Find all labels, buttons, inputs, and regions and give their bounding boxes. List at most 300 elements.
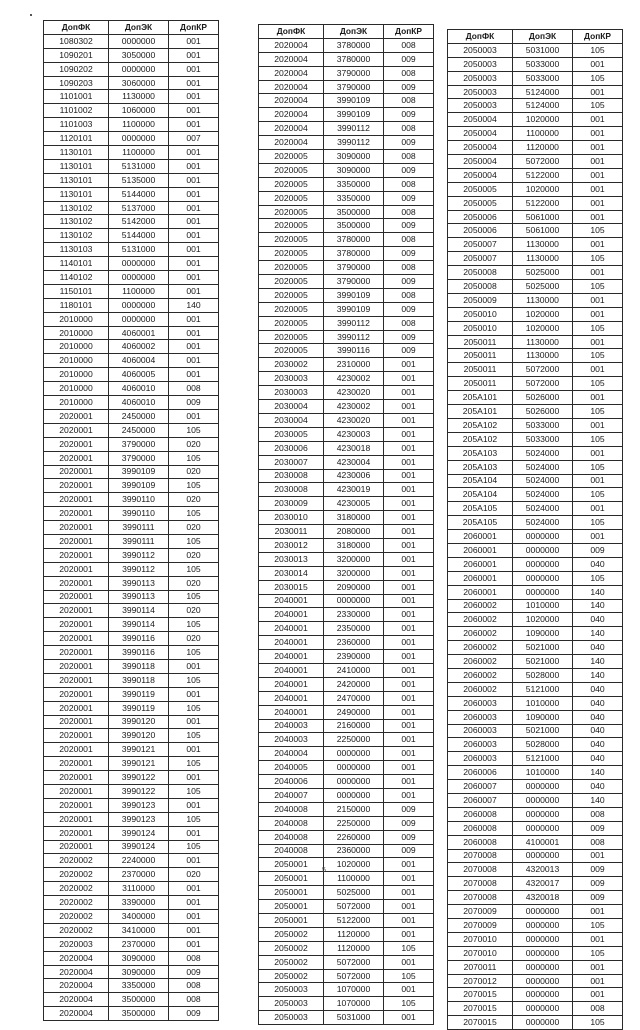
table-row [44, 521, 219, 535]
cell-dopfk: 2050001 [259, 858, 324, 872]
cell-dopek: 3050000 [109, 48, 169, 62]
cell-dopek: 4230019 [324, 483, 384, 497]
cell-dopek: 3990119 [109, 687, 169, 701]
cell-dopkr: 008 [169, 979, 219, 993]
cell-dopek: 5061000 [513, 210, 573, 224]
table-row [259, 636, 434, 650]
cell-dopek: 0000000 [109, 34, 169, 48]
cell-dopek: 5061000 [513, 224, 573, 238]
table-row [259, 511, 434, 525]
table-row [448, 516, 623, 530]
table-row [44, 104, 219, 118]
cell-dopfk: 2050004 [448, 127, 513, 141]
cell-dopkr: 009 [384, 219, 434, 233]
cell-dopfk: 1120101 [44, 132, 109, 146]
cell-dopfk: 2050011 [448, 377, 513, 391]
table-row [259, 163, 434, 177]
cell-dopfk: 2050006 [448, 210, 513, 224]
table-row [259, 316, 434, 330]
cell-dopkr: 020 [169, 548, 219, 562]
cell-dopkr: 001 [384, 525, 434, 539]
cell-dopek: 1120000 [324, 941, 384, 955]
table-row [259, 788, 434, 802]
table-row [448, 793, 623, 807]
cell-dopek: 3990120 [109, 729, 169, 743]
table-row [448, 196, 623, 210]
table-row [448, 210, 623, 224]
cell-dopek: 5031000 [513, 43, 573, 57]
cell-dopfk: 2050003 [448, 43, 513, 57]
table-row [259, 52, 434, 66]
cell-dopek: 2160000 [324, 719, 384, 733]
cell-dopfk: 2020005 [259, 330, 324, 344]
cell-dopkr: 001 [573, 196, 623, 210]
cell-dopek: 1130000 [513, 238, 573, 252]
cell-dopkr: 008 [384, 38, 434, 52]
cell-dopfk: 2020001 [44, 576, 109, 590]
cell-dopkr: 001 [384, 358, 434, 372]
table-row [448, 266, 623, 280]
cell-dopek: 3990118 [109, 659, 169, 673]
cell-dopek: 2150000 [324, 802, 384, 816]
cell-dopfk: 205A101 [448, 405, 513, 419]
table-row [448, 85, 623, 99]
cell-dopfk: 2020002 [44, 923, 109, 937]
cell-dopek: 3990112 [324, 122, 384, 136]
cell-dopkr: 008 [169, 993, 219, 1007]
table-row [44, 965, 219, 979]
table-row [259, 872, 434, 886]
table-row [259, 955, 434, 969]
table-row [44, 507, 219, 521]
table-row [259, 344, 434, 358]
table-row [259, 802, 434, 816]
cell-dopkr: 105 [573, 516, 623, 530]
cell-dopfk: 2020001 [44, 673, 109, 687]
cell-dopfk: 2050010 [448, 307, 513, 321]
cell-dopfk: 2030014 [259, 566, 324, 580]
table-row [448, 724, 623, 738]
cell-dopfk: 2020002 [44, 910, 109, 924]
cell-dopfk: 2070008 [448, 863, 513, 877]
cell-dopek: 3990111 [109, 521, 169, 535]
cell-dopek: 5025000 [324, 886, 384, 900]
cell-dopek: 0000000 [513, 807, 573, 821]
cell-dopfk: 1180101 [44, 298, 109, 312]
cell-dopek: 3350000 [109, 979, 169, 993]
cell-dopek: 0000000 [109, 62, 169, 76]
cell-dopfk: 2040006 [259, 775, 324, 789]
cell-dopek: 3990109 [109, 479, 169, 493]
cell-dopkr: 001 [384, 983, 434, 997]
cell-dopek: 2410000 [324, 663, 384, 677]
cell-dopek: 0000000 [513, 849, 573, 863]
cell-dopkr: 009 [573, 877, 623, 891]
cell-dopkr: 001 [169, 687, 219, 701]
table-row [44, 993, 219, 1007]
cell-dopek: 4230004 [324, 455, 384, 469]
cell-dopek: 5142000 [109, 215, 169, 229]
table-row [259, 997, 434, 1011]
cell-dopfk: 2060002 [448, 627, 513, 641]
table-row [448, 641, 623, 655]
cell-dopkr: 008 [384, 288, 434, 302]
cell-dopfk: 2060008 [448, 821, 513, 835]
table-row [44, 326, 219, 340]
table-row [448, 849, 623, 863]
cell-dopkr: 020 [169, 493, 219, 507]
cell-dopek: 3790000 [109, 451, 169, 465]
cell-dopkr: 001 [384, 566, 434, 580]
cell-dopek: 4100001 [513, 835, 573, 849]
cell-dopkr: 105 [573, 252, 623, 266]
table-row [448, 988, 623, 1002]
cell-dopkr: 009 [384, 136, 434, 150]
cell-dopfk: 2020005 [259, 233, 324, 247]
table-row [44, 62, 219, 76]
table-row [448, 571, 623, 585]
table-row [448, 905, 623, 919]
table-row [448, 599, 623, 613]
cell-dopkr: 140 [169, 298, 219, 312]
cell-dopkr: 009 [384, 108, 434, 122]
cell-dopek: 3790000 [324, 275, 384, 289]
cell-dopfk: 2040008 [259, 844, 324, 858]
header-dopek: ДопЭК [324, 25, 384, 39]
table-row [44, 896, 219, 910]
cell-dopkr: 001 [169, 243, 219, 257]
table-row [44, 368, 219, 382]
cell-dopek: 3990110 [109, 493, 169, 507]
table-row [448, 293, 623, 307]
cell-dopek: 3990123 [109, 812, 169, 826]
table-row [448, 613, 623, 627]
cell-dopek: 1130000 [513, 293, 573, 307]
cell-dopfk: 2050004 [448, 141, 513, 155]
cell-dopkr: 001 [384, 705, 434, 719]
cell-dopek: 0000000 [513, 543, 573, 557]
cell-dopkr: 001 [384, 872, 434, 886]
cell-dopfk: 2020001 [44, 687, 109, 701]
cell-dopkr: 001 [169, 910, 219, 924]
cell-dopkr: 001 [169, 271, 219, 285]
table-row [259, 455, 434, 469]
cell-dopkr: 040 [573, 557, 623, 571]
table-row [44, 548, 219, 562]
cell-dopfk: 2040003 [259, 719, 324, 733]
cell-dopek: 0000000 [513, 946, 573, 960]
table-row [44, 34, 219, 48]
cell-dopfk: 2020001 [44, 632, 109, 646]
table-row [259, 538, 434, 552]
table-row [44, 937, 219, 951]
cell-dopfk: 205A102 [448, 418, 513, 432]
cell-dopkr: 105 [384, 997, 434, 1011]
cell-dopkr: 001 [384, 483, 434, 497]
cell-dopek: 3990112 [324, 330, 384, 344]
table-row [259, 150, 434, 164]
cell-dopek: 0000000 [513, 932, 573, 946]
table-row [44, 187, 219, 201]
cell-dopkr: 001 [573, 210, 623, 224]
cell-dopkr: 001 [384, 608, 434, 622]
cell-dopek: 5031000 [324, 1011, 384, 1025]
table-row [44, 534, 219, 548]
cell-dopek: 5131000 [109, 159, 169, 173]
cell-dopek: 5026000 [513, 405, 573, 419]
cell-dopkr: 001 [169, 159, 219, 173]
cell-dopek: 1130000 [513, 349, 573, 363]
cell-dopek: 3790000 [324, 80, 384, 94]
table-row [259, 302, 434, 316]
cell-dopek: 5033000 [513, 432, 573, 446]
cell-dopfk: 2020004 [44, 1007, 109, 1021]
cell-dopfk: 2020005 [259, 288, 324, 302]
table-row [448, 488, 623, 502]
cell-dopfk: 1130103 [44, 243, 109, 257]
cell-dopfk: 205A103 [448, 446, 513, 460]
cell-dopek: 1060000 [109, 104, 169, 118]
header-dopfk: ДопФК [44, 21, 109, 35]
cell-dopfk: 2020001 [44, 729, 109, 743]
table-row [448, 182, 623, 196]
cell-dopfk: 2020004 [259, 94, 324, 108]
cell-dopek: 5033000 [513, 418, 573, 432]
cell-dopkr: 001 [573, 363, 623, 377]
cell-dopfk: 2020004 [259, 136, 324, 150]
table-row [448, 627, 623, 641]
cell-dopfk: 2030011 [259, 525, 324, 539]
cell-dopkr: 001 [384, 914, 434, 928]
table-row [44, 76, 219, 90]
cell-dopek: 0000000 [513, 988, 573, 1002]
cell-dopek: 2240000 [109, 854, 169, 868]
cell-dopfk: 2070008 [448, 891, 513, 905]
cell-dopek: 1010000 [513, 696, 573, 710]
table-row [44, 632, 219, 646]
cell-dopfk: 2010000 [44, 382, 109, 396]
cell-dopek: 3790000 [324, 66, 384, 80]
cell-dopkr: 001 [169, 76, 219, 90]
cell-dopkr: 105 [169, 618, 219, 632]
cell-dopkr: 001 [573, 502, 623, 516]
table-row [448, 141, 623, 155]
cell-dopfk: 2020001 [44, 590, 109, 604]
cell-dopek: 4060004 [109, 354, 169, 368]
cell-dopkr: 008 [573, 835, 623, 849]
table-row [259, 441, 434, 455]
table-row [448, 710, 623, 724]
cell-dopkr: 009 [384, 302, 434, 316]
table-row [44, 409, 219, 423]
cell-dopek: 5028000 [513, 738, 573, 752]
cell-dopkr: 105 [169, 507, 219, 521]
cell-dopkr: 008 [384, 122, 434, 136]
cell-dopek: 2250000 [324, 816, 384, 830]
cell-dopfk: 2060001 [448, 571, 513, 585]
cell-dopfk: 2040004 [259, 747, 324, 761]
cell-dopfk: 2030013 [259, 552, 324, 566]
cell-dopek: 0000000 [324, 747, 384, 761]
cell-dopek: 3990124 [109, 826, 169, 840]
cell-dopfk: 2040007 [259, 788, 324, 802]
cell-dopkr: 105 [573, 43, 623, 57]
cell-dopfk: 1130101 [44, 187, 109, 201]
table-row [259, 775, 434, 789]
cell-dopkr: 001 [384, 538, 434, 552]
table-row [448, 446, 623, 460]
table-row [448, 877, 623, 891]
cell-dopfk: 2050010 [448, 321, 513, 335]
table-row [44, 132, 219, 146]
table-row [44, 257, 219, 271]
cell-dopkr: 001 [573, 113, 623, 127]
table-row [448, 919, 623, 933]
cell-dopkr: 008 [384, 150, 434, 164]
cell-dopkr: 009 [169, 396, 219, 410]
cell-dopfk: 1101001 [44, 90, 109, 104]
table-row [448, 960, 623, 974]
cell-dopek: 1120000 [324, 927, 384, 941]
table-row [448, 349, 623, 363]
table-row [259, 38, 434, 52]
cell-dopek: 5072000 [513, 155, 573, 169]
cell-dopfk: 2060001 [448, 530, 513, 544]
table-row [259, 1011, 434, 1025]
table-row [44, 118, 219, 132]
cell-dopfk: 2020001 [44, 409, 109, 423]
cell-dopkr: 001 [169, 312, 219, 326]
table-row [448, 363, 623, 377]
cell-dopek: 0000000 [513, 793, 573, 807]
cell-dopfk: 2050004 [448, 113, 513, 127]
table-row [448, 432, 623, 446]
cell-dopfk: 2050011 [448, 335, 513, 349]
cell-dopek: 5144000 [109, 187, 169, 201]
table-row [44, 229, 219, 243]
cell-dopkr: 020 [169, 465, 219, 479]
cell-dopkr: 105 [169, 729, 219, 743]
cell-dopkr: 001 [573, 335, 623, 349]
cell-dopkr: 008 [384, 261, 434, 275]
cell-dopek: 5135000 [109, 173, 169, 187]
cell-dopek: 3390000 [109, 896, 169, 910]
cell-dopek: 3090000 [324, 163, 384, 177]
cell-dopek: 1100000 [109, 118, 169, 132]
cell-dopkr: 001 [169, 409, 219, 423]
cell-dopkr: 105 [573, 460, 623, 474]
cell-dopfk: 2020001 [44, 437, 109, 451]
table-row [259, 80, 434, 94]
cell-dopek: 0000000 [513, 919, 573, 933]
cell-dopkr: 001 [573, 988, 623, 1002]
cell-dopfk: 2040001 [259, 677, 324, 691]
table-row [44, 840, 219, 854]
cell-dopfk: 2060002 [448, 599, 513, 613]
table-row [448, 835, 623, 849]
cell-dopkr: 001 [169, 896, 219, 910]
cell-dopkr: 001 [384, 511, 434, 525]
cell-dopfk: 2010000 [44, 340, 109, 354]
table-row [259, 830, 434, 844]
cell-dopkr: 001 [169, 743, 219, 757]
cell-dopfk: 2020004 [259, 80, 324, 94]
cell-dopek: 5025000 [513, 280, 573, 294]
cell-dopkr: 001 [573, 307, 623, 321]
table-row [259, 900, 434, 914]
cell-dopek: 3990109 [324, 302, 384, 316]
cell-dopfk: 2030008 [259, 483, 324, 497]
cell-dopek: 2450000 [109, 409, 169, 423]
cell-dopkr: 001 [384, 372, 434, 386]
cell-dopek: 1010000 [513, 766, 573, 780]
cell-dopek: 1100000 [324, 872, 384, 886]
cell-dopfk: 205A102 [448, 432, 513, 446]
cell-dopkr: 001 [384, 677, 434, 691]
table-row [448, 99, 623, 113]
table-row [448, 891, 623, 905]
cell-dopek: 3350000 [324, 177, 384, 191]
table-row [448, 585, 623, 599]
cell-dopfk: 2020004 [44, 965, 109, 979]
table-row [259, 275, 434, 289]
cell-dopfk: 1130102 [44, 215, 109, 229]
table-row [448, 780, 623, 794]
cell-dopkr: 001 [169, 257, 219, 271]
cell-dopfk: 2060007 [448, 780, 513, 794]
cell-dopfk: 2050003 [259, 983, 324, 997]
table-row [448, 252, 623, 266]
cell-dopkr: 001 [573, 127, 623, 141]
cell-dopkr: 001 [384, 788, 434, 802]
cell-dopkr: 001 [573, 446, 623, 460]
cell-dopfk: 2050003 [448, 71, 513, 85]
cell-dopfk: 2050001 [259, 886, 324, 900]
cell-dopek: 4230018 [324, 441, 384, 455]
cell-dopkr: 001 [384, 400, 434, 414]
cell-dopek: 5124000 [513, 99, 573, 113]
cell-dopfk: 2030004 [259, 400, 324, 414]
cell-dopkr: 001 [169, 118, 219, 132]
cell-dopkr: 001 [573, 57, 623, 71]
table-row [259, 525, 434, 539]
cell-dopkr: 008 [384, 94, 434, 108]
cell-dopfk: 2030007 [259, 455, 324, 469]
cell-dopfk: 2020001 [44, 521, 109, 535]
cell-dopkr: 001 [573, 974, 623, 988]
table-row [448, 752, 623, 766]
table-row [448, 502, 623, 516]
table-row [44, 604, 219, 618]
cell-dopfk: 2020005 [259, 302, 324, 316]
table-row [259, 233, 434, 247]
cell-dopfk: 2030006 [259, 441, 324, 455]
cell-dopfk: 2070010 [448, 932, 513, 946]
table-row [448, 696, 623, 710]
cell-dopek: 0000000 [109, 312, 169, 326]
table-row [448, 557, 623, 571]
cell-dopkr: 001 [573, 266, 623, 280]
table-row [44, 979, 219, 993]
table-row [259, 650, 434, 664]
cell-dopkr: 105 [573, 280, 623, 294]
cell-dopfk: 2010000 [44, 396, 109, 410]
header-row [259, 25, 434, 39]
cell-dopkr: 009 [384, 816, 434, 830]
table-row [44, 715, 219, 729]
cell-dopek: 3090000 [109, 965, 169, 979]
cell-dopkr: 001 [169, 798, 219, 812]
